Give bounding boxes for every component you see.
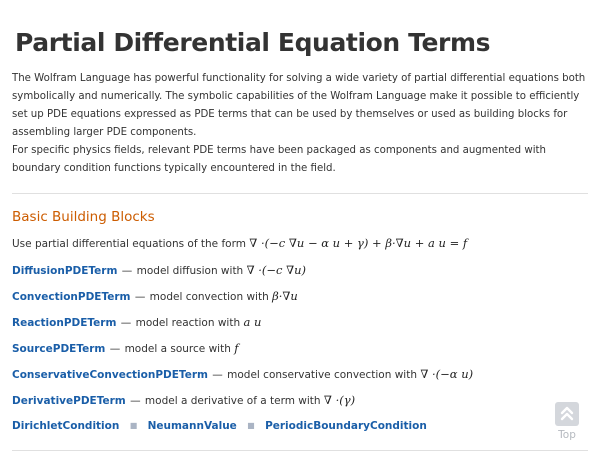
item-description: model a derivative of a term with (144, 395, 321, 407)
item-math: ∇ ·(γ) (323, 393, 356, 407)
list-item (12, 263, 306, 277)
item-math: β·∇u (272, 289, 298, 303)
dash: — (212, 369, 223, 381)
item-math: ∇ ·(−α u) (420, 367, 474, 381)
dash: — (109, 343, 121, 355)
list-item (12, 315, 261, 329)
intro-paragraph-1: The Wolfram Language has powerful functionality for solving a wide variety of partial differential equations both symbolically and numerically. The symbolic capabilities of the Wolfram Language make it possible to efficiently set up PDE equations expressed as PDE terms that can be used by themselves or used as building blocks for assembling larger PDE components. (12, 73, 586, 138)
list-item (12, 289, 298, 303)
item-description: model convection with (149, 291, 269, 303)
pde-form-line (12, 236, 467, 250)
intro-text (12, 70, 588, 178)
link-reaction-pde-term[interactable]: ReactionPDETerm (12, 317, 117, 329)
pde-form-math: ∇ ·(−c ∇u − α u + γ) + β·∇u + a u = f (249, 236, 468, 250)
dash: — (130, 395, 141, 407)
link-diffusion-pde-term[interactable]: DiffusionPDETerm (12, 265, 118, 277)
item-math: a u (243, 315, 262, 329)
section-title: Basic Building Blocks (12, 209, 155, 225)
link-derivative-pde-term[interactable]: DerivativePDETerm (12, 395, 126, 407)
list-item (12, 393, 355, 407)
link-convection-pde-term[interactable]: ConvectionPDETerm (12, 291, 131, 303)
separator-icon: ■ (247, 421, 255, 430)
double-chevron-up-icon (555, 402, 579, 426)
link-conservative-convection-pde-term[interactable]: ConservativeConvectionPDETerm (12, 369, 208, 381)
item-description: model reaction with (135, 317, 241, 329)
link-periodic-boundary-condition[interactable]: PeriodicBoundaryCondition (265, 420, 427, 432)
intro-paragraph-2: For specific physics fields, relevant PDE terms have been packaged as components and augmented with boundary condition functions typically encountered in the field. (12, 145, 546, 174)
item-math: f (234, 341, 239, 355)
link-dirichlet-condition[interactable]: DirichletCondition (12, 420, 120, 432)
link-neumann-value[interactable]: NeumannValue (147, 420, 237, 432)
dash: — (120, 317, 132, 329)
back-to-top-button[interactable] (551, 402, 583, 441)
list-item (12, 367, 473, 381)
divider-top (12, 193, 588, 194)
pde-form-prefix: Use partial differential equations of the form (12, 238, 246, 250)
item-description: model a source with (124, 343, 231, 355)
link-source-pde-term[interactable]: SourcePDETerm (12, 343, 106, 355)
dash: — (121, 265, 133, 277)
divider-bottom (12, 450, 588, 451)
item-description: model conservative convection with (227, 369, 417, 381)
separator-icon: ■ (129, 421, 138, 430)
item-math: ∇ ·(−c ∇u) (246, 263, 307, 277)
dash: — (134, 291, 146, 303)
back-to-top-label: Top (558, 429, 576, 441)
item-description: model diffusion with (136, 265, 244, 277)
boundary-links-row (12, 420, 427, 432)
list-item (12, 341, 238, 355)
page-title: Partial Differential Equation Terms (15, 28, 491, 57)
